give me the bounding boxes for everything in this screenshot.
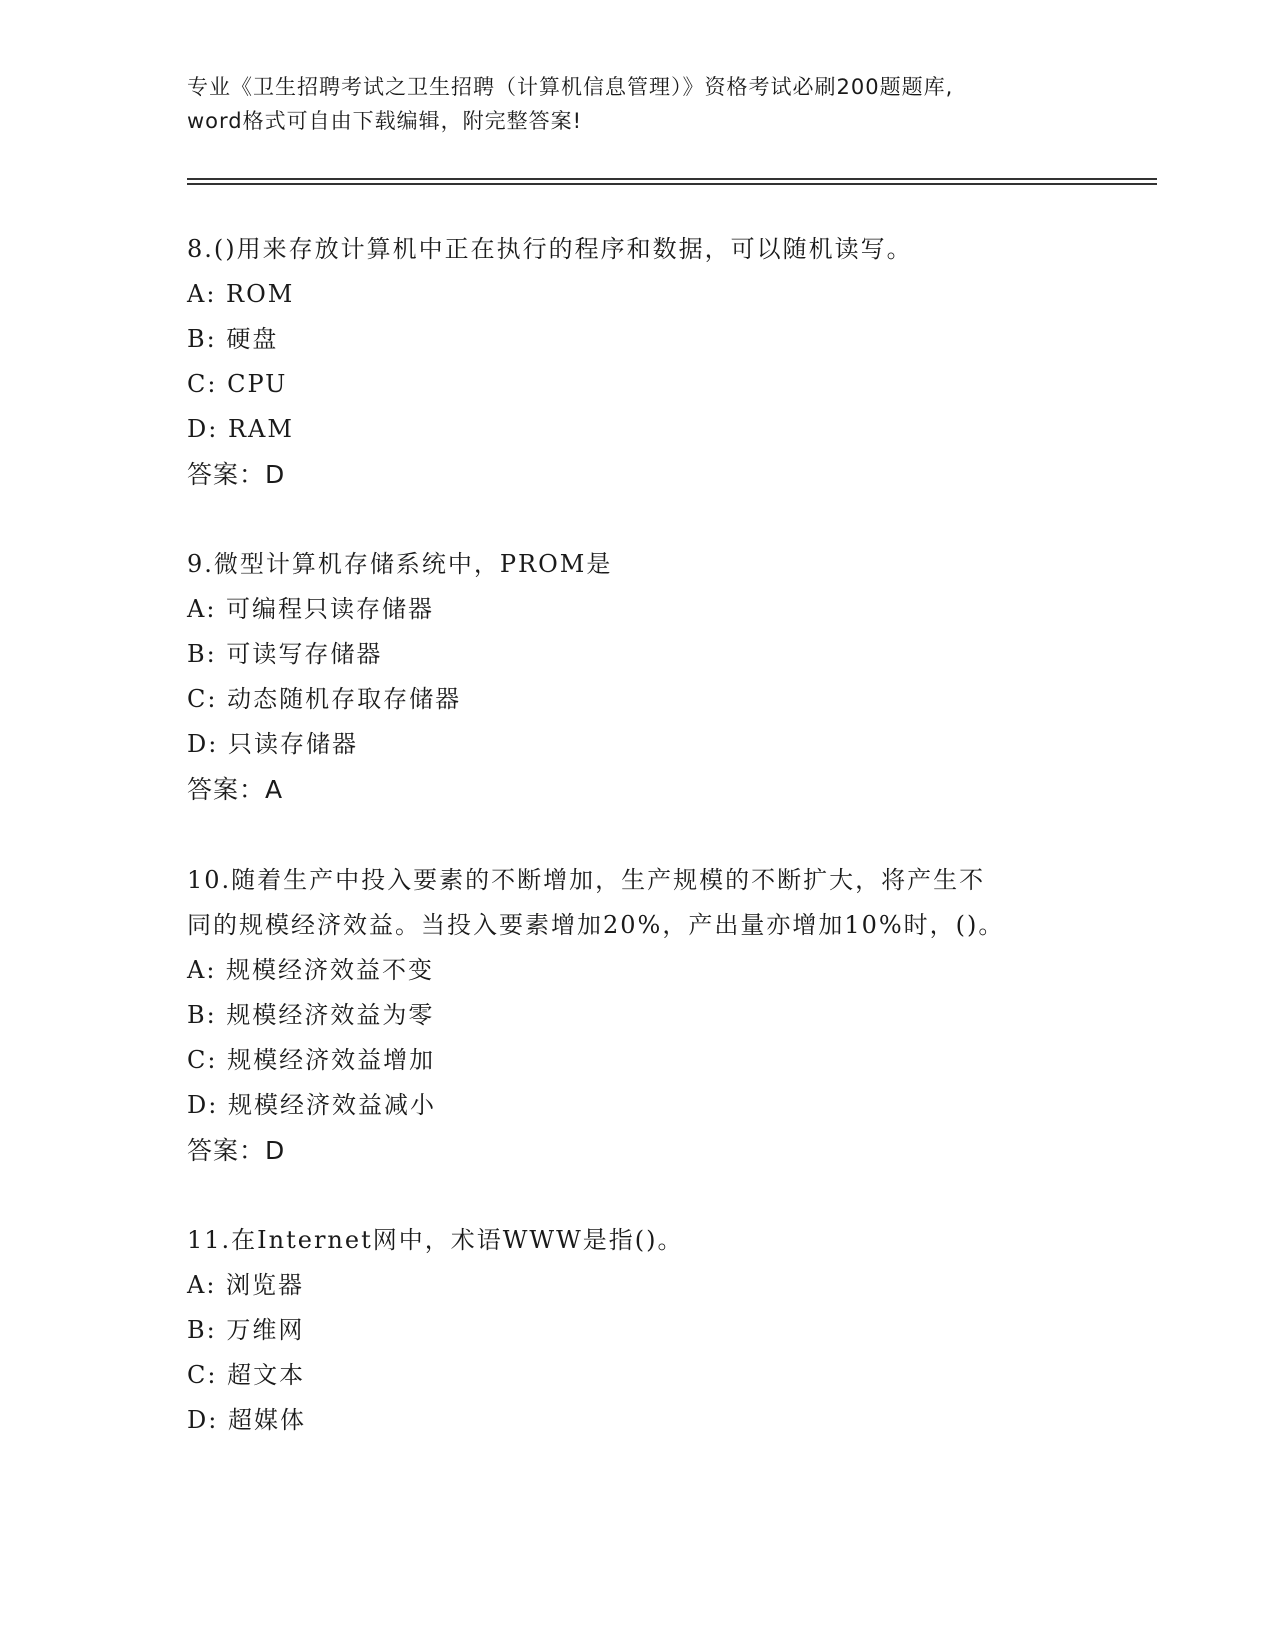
- option-a: A: 可编程只读存储器: [187, 595, 435, 623]
- document-header: [187, 70, 1087, 138]
- question-10: [187, 858, 1087, 1173]
- option-b: B: 硬盘: [187, 325, 279, 353]
- option-a: A: ROM: [187, 280, 295, 308]
- option-b: B: 万维网: [187, 1316, 305, 1344]
- header-line-2: word格式可自由下载编辑，附完整答案!: [187, 109, 583, 133]
- option-a: A: 规模经济效益不变: [187, 956, 435, 984]
- answer: 答案：D: [187, 460, 286, 489]
- option-a: A: 浏览器: [187, 1271, 305, 1299]
- option-d: D: RAM: [187, 415, 294, 443]
- answer: 答案：D: [187, 1136, 286, 1165]
- option-b: B: 可读写存储器: [187, 640, 383, 668]
- option-c: C: CPU: [187, 370, 288, 398]
- option-d: D: 只读存储器: [187, 730, 358, 758]
- answer: 答案：A: [187, 775, 284, 804]
- option-c: C: 超文本: [187, 1361, 306, 1389]
- option-d: D: 规模经济效益减小: [187, 1091, 436, 1119]
- header-divider-top: [187, 178, 1157, 180]
- question-text-line-1: 10.随着生产中投入要素的不断增加，生产规模的不断扩大，将产生不: [187, 866, 986, 894]
- question-text: 11.在Internet网中，术语WWW是指()。: [187, 1226, 684, 1254]
- option-d: D: 超媒体: [187, 1406, 306, 1434]
- header-divider-bottom: [187, 183, 1157, 185]
- question-11: [187, 1218, 1087, 1443]
- option-c: C: 规模经济效益增加: [187, 1046, 436, 1074]
- question-9: [187, 542, 1087, 812]
- option-c: C: 动态随机存取存储器: [187, 685, 462, 713]
- question-text: 9.微型计算机存储系统中，PROM是: [187, 550, 613, 578]
- question-8: [187, 227, 1087, 497]
- header-line-1: 专业《卫生招聘考试之卫生招聘（计算机信息管理）》资格考试必刷200题题库,: [187, 75, 954, 99]
- option-b: B: 规模经济效益为零: [187, 1001, 435, 1029]
- question-text-line-2: 同的规模经济效益。当投入要素增加20%，产出量亦增加10%时，()。: [187, 911, 1005, 939]
- question-text: 8.()用来存放计算机中正在执行的程序和数据，可以随机读写。: [187, 235, 913, 263]
